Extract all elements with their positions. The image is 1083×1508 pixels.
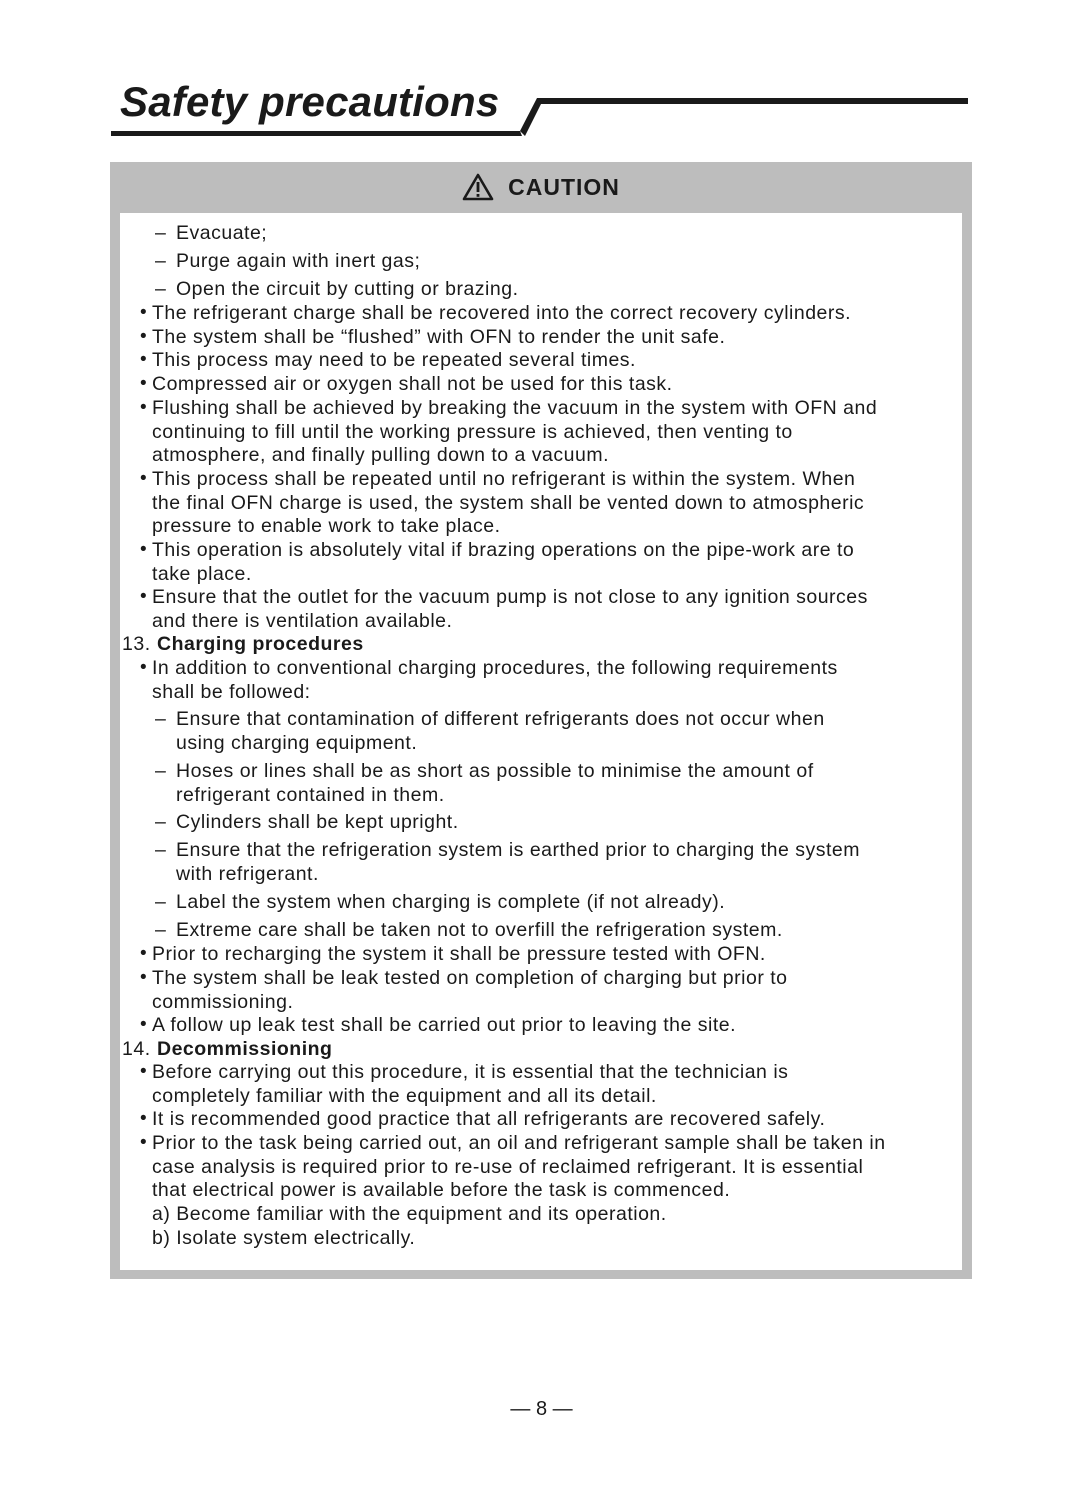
- bullet-text: It is recommended good practice that all refrigerants are recovered safely.: [152, 1108, 826, 1130]
- section-number: 14.: [122, 1038, 151, 1060]
- dash-text: Cylinders shall be kept upright.: [176, 811, 459, 833]
- title-rule: [0, 0, 1083, 140]
- bullet-marker: •: [140, 967, 148, 988]
- bullet-text: take place.: [152, 562, 252, 585]
- step-item: b) Isolate system electrically.: [152, 1227, 416, 1249]
- caution-panel: [110, 162, 972, 1279]
- list-item: Evacuate;: [176, 222, 268, 244]
- bullet-text: The refrigerant charge shall be recovered into the correct recovery cylinders.: [152, 302, 852, 324]
- step-item: a) Become familiar with the equipment and its operation.: [152, 1203, 667, 1225]
- bullet-text: shall be followed:: [152, 680, 311, 703]
- bullet-text: Flushing shall be achieved by breaking the vacuum in the system with OFN and: [152, 397, 878, 419]
- bullet-marker: •: [140, 1132, 148, 1153]
- bullet-text: pressure to enable work to take place.: [152, 515, 501, 538]
- dash-text: Label the system when charging is complete (if not already).: [176, 891, 726, 913]
- bullet-text: This process shall be repeated until no refrigerant is within the system. When: [152, 468, 856, 490]
- bullet-text: Ensure that the outlet for the vacuum pump is not close to any ignition sources: [152, 586, 868, 608]
- bullet-marker: •: [140, 397, 148, 418]
- caution-header: [110, 162, 972, 212]
- dash-marker: –: [155, 760, 167, 782]
- bullet-marker: •: [140, 373, 148, 394]
- page-number-value: 8: [535, 1398, 548, 1420]
- section-title: Charging procedures: [157, 633, 364, 655]
- dash-marker: –: [155, 708, 167, 730]
- section-number: 13.: [122, 633, 151, 655]
- bullet-text: A follow up leak test shall be carried out prior to leaving the site.: [152, 1014, 737, 1036]
- dash-marker: –: [155, 839, 167, 861]
- dash-text: Ensure that contamination of different refrigerants does not occur when: [176, 708, 825, 730]
- dash-text: with refrigerant.: [176, 863, 319, 885]
- bullet-marker: •: [140, 468, 148, 489]
- bullet-marker: •: [140, 326, 148, 347]
- bullet-text: case analysis is required prior to re-use of reclaimed refrigerant. It is essential: [152, 1155, 864, 1178]
- dash-text: Ensure that the refrigeration system is earthed prior to charging the system: [176, 839, 860, 861]
- bullet-marker: •: [140, 943, 148, 964]
- dash-text: Extreme care shall be taken not to overfill the refrigeration system.: [176, 919, 783, 941]
- bullet-text: In addition to conventional charging procedures, the following requirements: [152, 657, 838, 679]
- dash-marker: –: [155, 278, 167, 300]
- dash-marker: –: [155, 891, 167, 913]
- bullet-marker: •: [140, 657, 148, 678]
- dash-marker: –: [155, 250, 167, 272]
- bullet-text: This process may need to be repeated several times.: [152, 349, 636, 371]
- bullet-text: The system shall be “flushed” with OFN to render the unit safe.: [152, 326, 726, 348]
- caution-body: [120, 213, 962, 1270]
- bullet-text: the final OFN charge is used, the system shall be vented down to atmospheric: [152, 491, 865, 514]
- dash-text: using charging equipment.: [176, 732, 418, 754]
- page-number-right-dash: —: [547, 1398, 573, 1420]
- dash-text: Hoses or lines shall be as short as possible to minimise the amount of: [176, 760, 814, 782]
- bullet-marker: •: [140, 1061, 148, 1082]
- dash-marker: –: [155, 919, 167, 941]
- bullet-text: completely familiar with the equipment and all its detail.: [152, 1084, 657, 1107]
- dash-marker: –: [155, 222, 167, 244]
- bullet-text: Prior to the task being carried out, an oil and refrigerant sample shall be taken in: [152, 1132, 886, 1154]
- bullet-marker: •: [140, 302, 148, 323]
- bullet-marker: •: [140, 1014, 148, 1035]
- dash-text: refrigerant contained in them.: [176, 784, 445, 806]
- dash-marker: –: [155, 811, 167, 833]
- page-number: [0, 1398, 1083, 1421]
- bullet-text: Compressed air or oxygen shall not be used for this task.: [152, 373, 673, 395]
- bullet-marker: •: [140, 586, 148, 607]
- bullet-text: commissioning.: [152, 990, 294, 1013]
- bullet-text: atmosphere, and finally pulling down to a vacuum.: [152, 444, 610, 467]
- bullet-text: and there is ventilation available.: [152, 609, 453, 632]
- bullet-text: continuing to fill until the working pressure is achieved, then venting to: [152, 420, 793, 443]
- page-number-left-dash: —: [510, 1398, 536, 1420]
- warning-triangle-icon: [462, 173, 494, 201]
- list-item: Open the circuit by cutting or brazing.: [176, 278, 519, 300]
- caution-label: CAUTION: [508, 173, 620, 200]
- bullet-text: that electrical power is available before the task is commenced.: [152, 1179, 731, 1202]
- bullet-marker: •: [140, 539, 148, 560]
- bullet-text: Prior to recharging the system it shall be pressure tested with OFN.: [152, 943, 766, 965]
- bullet-text: This operation is absolutely vital if brazing operations on the pipe-work are to: [152, 539, 855, 561]
- bullet-text: The system shall be leak tested on completion of charging but prior to: [152, 967, 788, 989]
- page-title: Safety precautions: [120, 78, 500, 125]
- list-item: Purge again with inert gas;: [176, 250, 421, 272]
- section-title: Decommissioning: [157, 1038, 333, 1060]
- bullet-text: Before carrying out this procedure, it is essential that the technician is: [152, 1061, 789, 1083]
- bullet-marker: •: [140, 1108, 148, 1129]
- bullet-marker: •: [140, 349, 148, 370]
